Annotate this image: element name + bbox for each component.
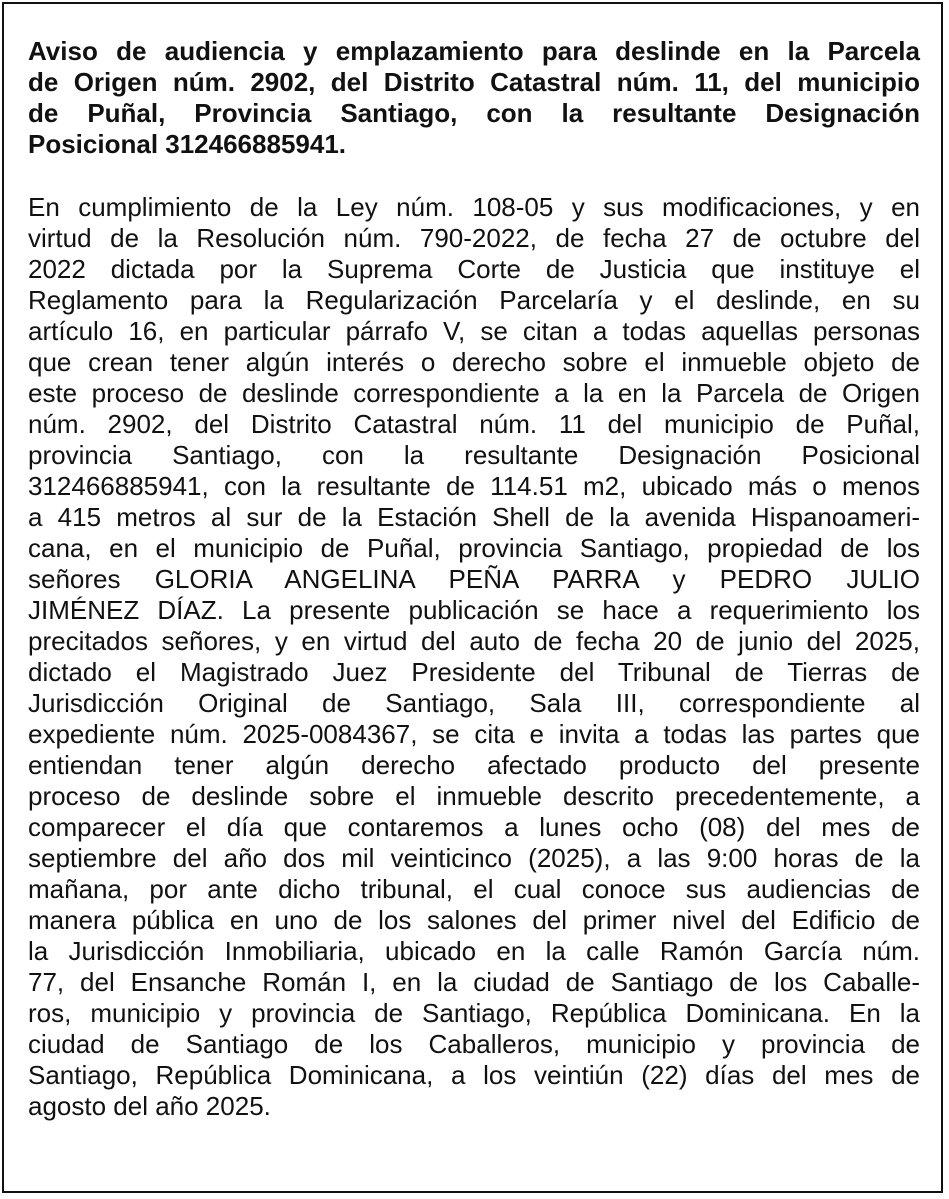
body-line: entiendan tener algún derecho afectado producto del presente [28,750,920,780]
body-line: septiembre del año dos mil veinticinco (2025), a las 9:00 horas de la [28,843,920,873]
body-line: expediente núm. 2025-0084367, se cita e invita a todas las partes que [28,719,920,749]
body-line: que crean tener algún interés o derecho sobre el inmueble objeto de [28,347,920,377]
body-line: ros, municipio y provincia de Santiago, República Dominicana. En la [28,998,920,1028]
body-line: dictado el Magistrado Juez Presidente del Tribunal de Tierras de [28,657,920,687]
title-line: de Origen núm. 2902, del Distrito Catastral núm. 11, del municipio [28,67,920,97]
body-line: cana, en el municipio de Puñal, provincia Santiago, propiedad de los [28,533,920,563]
body-line: núm. 2902, del Distrito Catastral núm. 11 del municipio de Puñal, [28,409,920,439]
body-line: 77, del Ensanche Román I, en la ciudad de Santiago de los Caballe- [28,967,920,997]
body-line: virtud de la Resolución núm. 790-2022, de fecha 27 de octubre del [28,223,920,253]
body-line: la Jurisdicción Inmobiliaria, ubicado en la calle Ramón García núm. [28,936,920,966]
notice-title [28,36,920,160]
body-line: señores GLORIA ANGELINA PEÑA PARRA y PEDRO JULIO [28,564,920,594]
body-line: Santiago, República Dominicana, a los veintiún (22) días del mes de [28,1060,920,1090]
title-line: Posicional 312466885941. [28,129,347,159]
body-line: proceso de deslinde sobre el inmueble descrito precedentemente, a [28,781,920,811]
body-line: agosto del año 2025. [28,1091,271,1121]
body-line: este proceso de deslinde correspondiente a la en la Parcela de Origen [28,378,920,408]
body-line: artículo 16, en particular párrafo V, se citan a todas aquellas personas [28,316,920,346]
title-line: Aviso de audiencia y emplazamiento para deslinde en la Parcela [28,36,920,66]
body-line: mañana, por ante dicho tribunal, el cual conoce sus audiencias de [28,874,920,904]
body-line: ciudad de Santiago de los Caballeros, municipio y provincia de [28,1029,920,1059]
title-line: de Puñal, Provincia Santiago, con la resultante Designación [28,98,920,128]
body-line: Jurisdicción Original de Santiago, Sala III, correspondiente al [28,688,920,718]
body-line: comparecer el día que contaremos a lunes ocho (08) del mes de [28,812,920,842]
notice-content [28,36,920,1122]
body-line: provincia Santiago, con la resultante Designación Posicional [28,440,920,470]
body-line: precitados señores, y en virtud del auto de fecha 20 de junio del 2025, [28,626,920,656]
body-line: Reglamento para la Regularización Parcelaría y el deslinde, en su [28,285,920,315]
body-line: a 415 metros al sur de la Estación Shell de la avenida Hispanoameri- [28,502,920,532]
body-line: En cumplimiento de la Ley núm. 108-05 y sus modificaciones, y en [28,192,920,222]
body-line: manera pública en uno de los salones del primer nivel del Edificio de [28,905,920,935]
body-line: 2022 dictada por la Suprema Corte de Justicia que instituye el [28,254,920,284]
body-line: JIMÉNEZ DÍAZ. La presente publicación se hace a requerimiento los [28,595,920,625]
notice-box [2,2,943,1193]
body-line: 312466885941, con la resultante de 114.51 m2, ubicado más o menos [28,471,920,501]
notice-body [28,192,920,1122]
